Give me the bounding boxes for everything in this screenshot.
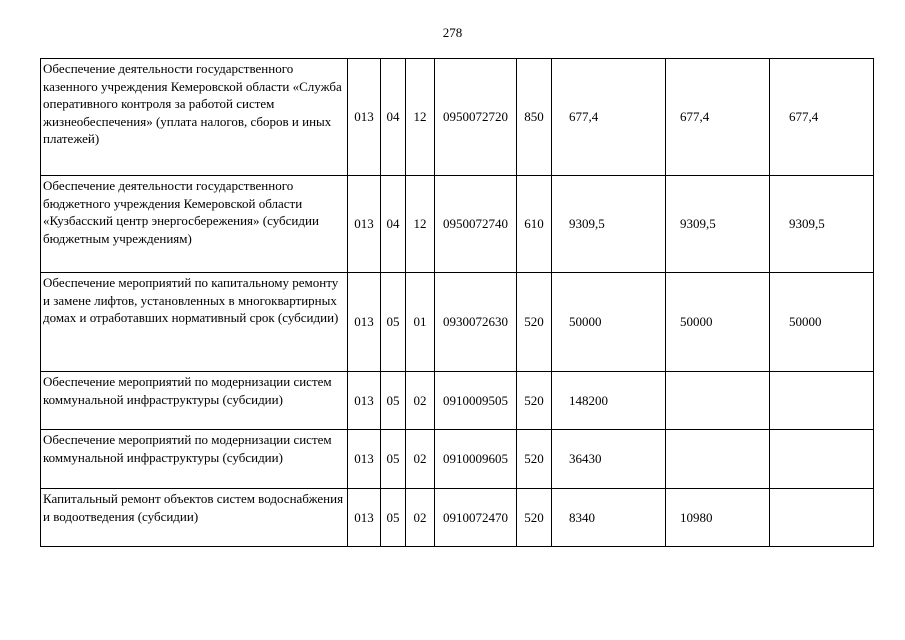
table-row: [41, 430, 874, 489]
amount-year-1: 36430: [552, 430, 666, 489]
amount-year-2: [666, 372, 770, 430]
subsection-code: 01: [406, 273, 435, 372]
ministry-code: 013: [348, 59, 381, 176]
target-article-code: 0950072720: [435, 59, 517, 176]
section-code: 04: [381, 59, 406, 176]
section-code: 05: [381, 430, 406, 489]
ministry-code: 013: [348, 176, 381, 273]
expense-description: Обеспечение мероприятий по капитальному ремонту и замене лифтов, установленных в многоквартирных домах и отработавших нормативный срок (субсидии): [41, 273, 348, 372]
subsection-code: 02: [406, 430, 435, 489]
section-code: 05: [381, 273, 406, 372]
subsection-code: 02: [406, 489, 435, 547]
table-row: [41, 273, 874, 372]
amount-year-3: [770, 430, 874, 489]
expense-type-code: 520: [517, 430, 552, 489]
section-code: 05: [381, 372, 406, 430]
expense-description: Капитальный ремонт объектов систем водоснабжения и водоотведения (субсидии): [41, 489, 348, 547]
target-article-code: 0910072470: [435, 489, 517, 547]
section-code: 05: [381, 489, 406, 547]
table-row: [41, 372, 874, 430]
expense-description: Обеспечение мероприятий по модернизации систем коммунальной инфраструктуры (субсидии): [41, 372, 348, 430]
amount-year-1: 8340: [552, 489, 666, 547]
page-number: 278: [442, 25, 463, 40]
amount-year-3: [770, 372, 874, 430]
budget-table: [40, 58, 874, 547]
expense-type-code: 610: [517, 176, 552, 273]
amount-year-3: 677,4: [770, 59, 874, 176]
amount-year-2: 9309,5: [666, 176, 770, 273]
expense-type-code: 520: [517, 372, 552, 430]
amount-year-1: 9309,5: [552, 176, 666, 273]
amount-year-2: 10980: [666, 489, 770, 547]
amount-year-1: 148200: [552, 372, 666, 430]
table-row: [41, 59, 874, 176]
table-row: [41, 176, 874, 273]
amount-year-3: 9309,5: [770, 176, 874, 273]
ministry-code: 013: [348, 273, 381, 372]
subsection-code: 12: [406, 59, 435, 176]
target-article-code: 0910009505: [435, 372, 517, 430]
section-code: 04: [381, 176, 406, 273]
subsection-code: 12: [406, 176, 435, 273]
amount-year-2: 50000: [666, 273, 770, 372]
table-row: [41, 489, 874, 547]
expense-type-code: 850: [517, 59, 552, 176]
expense-description: Обеспечение мероприятий по модернизации систем коммунальной инфраструктуры (субсидии): [41, 430, 348, 489]
amount-year-2: [666, 430, 770, 489]
amount-year-1: 50000: [552, 273, 666, 372]
ministry-code: 013: [348, 489, 381, 547]
target-article-code: 0950072740: [435, 176, 517, 273]
amount-year-3: [770, 489, 874, 547]
target-article-code: 0910009605: [435, 430, 517, 489]
amount-year-3: 50000: [770, 273, 874, 372]
ministry-code: 013: [348, 430, 381, 489]
expense-type-code: 520: [517, 273, 552, 372]
expense-description: Обеспечение деятельности государственного казенного учреждения Кемеровской области «Служба оперативного контроля за работой систем жизнеобеспечения» (уплата налогов, сборов и иных платежей): [41, 59, 348, 176]
subsection-code: 02: [406, 372, 435, 430]
expense-description: Обеспечение деятельности государственного бюджетного учреждения Кемеровской области «Кузбасский центр энергосбережения» (субсидии бюджетным учреждениям): [41, 176, 348, 273]
ministry-code: 013: [348, 372, 381, 430]
expense-type-code: 520: [517, 489, 552, 547]
amount-year-2: 677,4: [666, 59, 770, 176]
target-article-code: 0930072630: [435, 273, 517, 372]
amount-year-1: 677,4: [552, 59, 666, 176]
